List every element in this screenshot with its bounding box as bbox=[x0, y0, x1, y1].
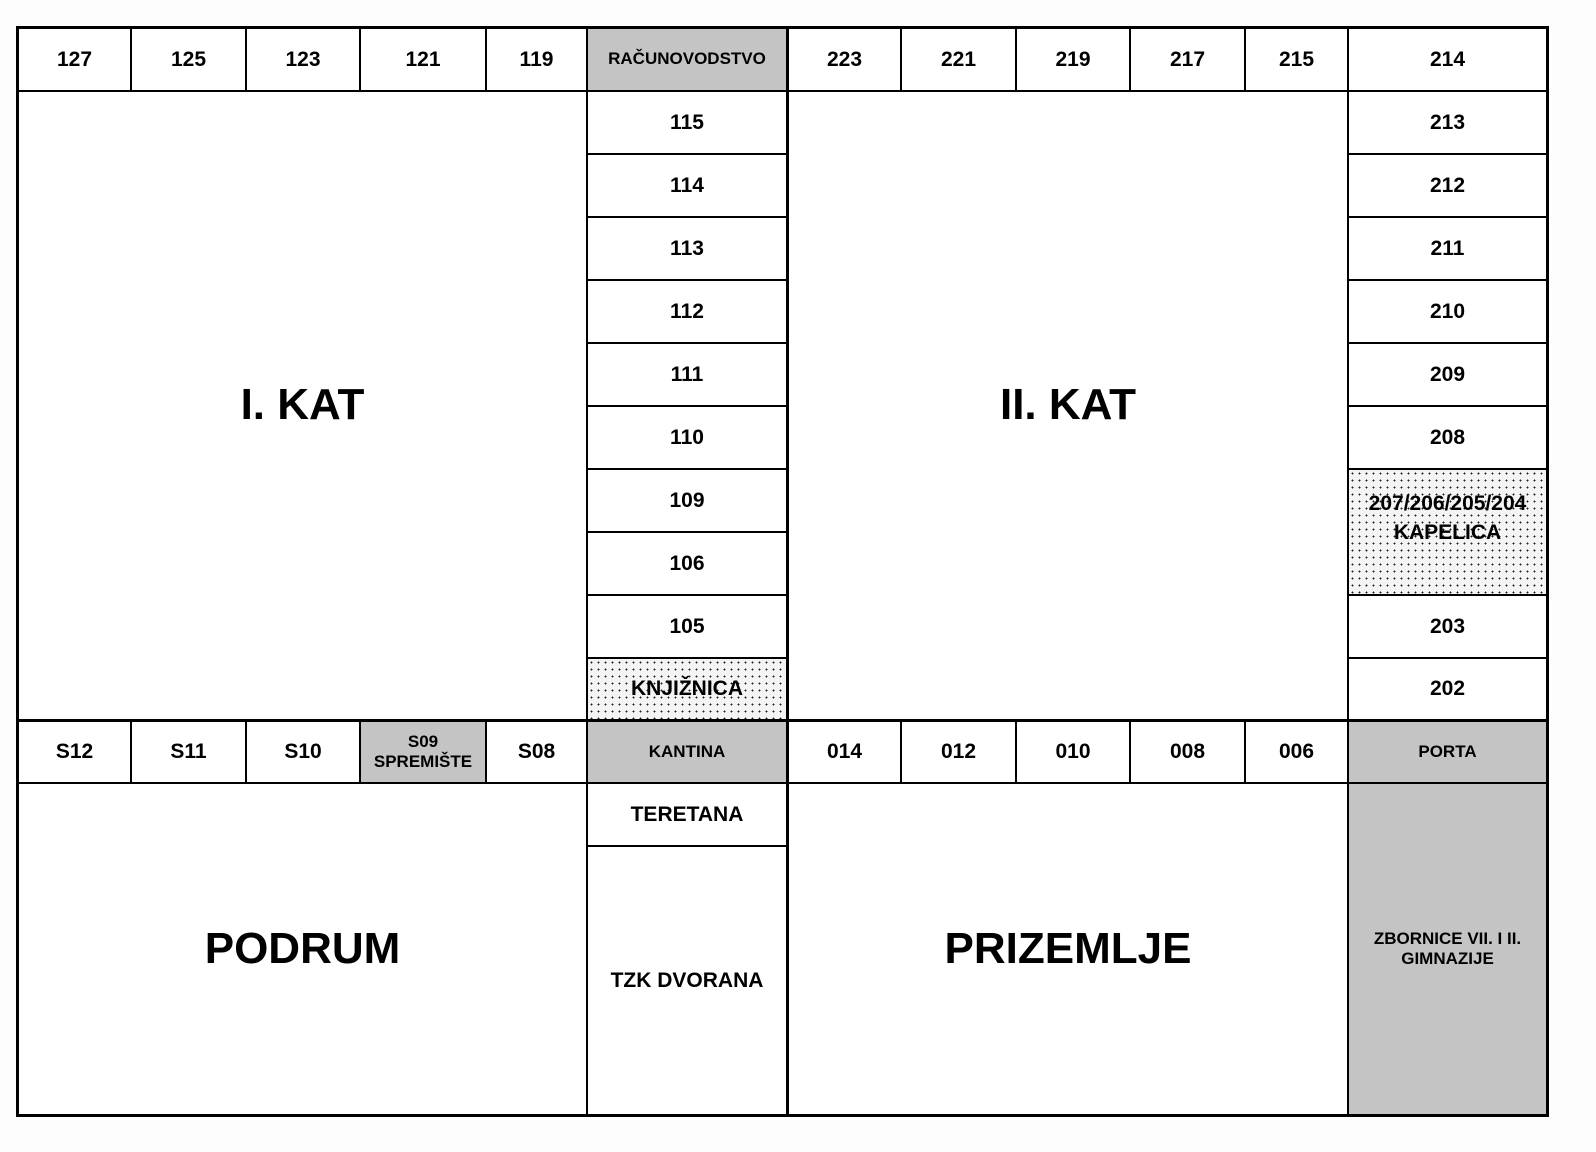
room-knjiznica: KNJIŽNICA bbox=[588, 659, 786, 719]
room-012: 012 bbox=[940, 740, 977, 764]
room-teretana: TERETANA bbox=[630, 802, 744, 826]
room-112: 112 bbox=[670, 299, 704, 323]
room-tzk-dvorana: TZK DVORANA bbox=[610, 968, 764, 992]
room-219: 219 bbox=[1055, 47, 1091, 71]
room-217: 217 bbox=[1169, 47, 1206, 71]
basement-label: PODRUM bbox=[204, 923, 401, 973]
room-208: 208 bbox=[1429, 425, 1466, 449]
room-s08: S08 bbox=[517, 740, 556, 764]
floor-2-label: II. KAT bbox=[999, 380, 1137, 430]
room-014: 014 bbox=[826, 740, 863, 764]
s09-number: S09 bbox=[407, 731, 439, 751]
floor-1-label: I. KAT bbox=[240, 380, 365, 430]
room-119: 119 bbox=[519, 47, 554, 71]
room-006: 006 bbox=[1278, 740, 1315, 764]
room-202: 202 bbox=[1429, 677, 1466, 701]
room-109: 109 bbox=[669, 488, 705, 512]
room-s11: S11 bbox=[170, 740, 207, 764]
room-racunovodstvo: RAČUNOVODSTVO bbox=[588, 29, 786, 90]
floor-plan bbox=[16, 26, 1549, 1117]
room-porta: PORTA bbox=[1349, 722, 1546, 782]
room-212: 212 bbox=[1429, 173, 1466, 197]
room-211: 211 bbox=[1430, 236, 1465, 260]
room-kantina: KANTINA bbox=[588, 722, 786, 782]
s09-name: SPREMIŠTE bbox=[373, 752, 473, 771]
room-221: 221 bbox=[940, 47, 977, 71]
room-127: 127 bbox=[56, 47, 93, 71]
room-114: 114 bbox=[670, 173, 704, 197]
room-010: 010 bbox=[1055, 740, 1091, 764]
room-113: 113 bbox=[670, 236, 704, 260]
room-125: 125 bbox=[170, 47, 207, 71]
room-110: 110 bbox=[670, 425, 704, 449]
room-123: 123 bbox=[285, 47, 321, 71]
room-008: 008 bbox=[1169, 740, 1206, 764]
kapelica-name: KAPELICA bbox=[1393, 520, 1502, 544]
ground-floor-label: PRIZEMLJE bbox=[944, 923, 1192, 973]
room-213: 213 bbox=[1429, 110, 1466, 134]
room-106: 106 bbox=[669, 551, 705, 575]
room-209: 209 bbox=[1429, 362, 1466, 386]
room-223: 223 bbox=[826, 47, 863, 71]
room-kapelica bbox=[1349, 470, 1546, 594]
room-s12: S12 bbox=[55, 740, 94, 764]
room-210: 210 bbox=[1429, 299, 1466, 323]
room-214: 214 bbox=[1429, 47, 1466, 71]
room-215: 215 bbox=[1278, 47, 1315, 71]
room-s09-spremiste bbox=[361, 722, 485, 782]
room-203: 203 bbox=[1429, 614, 1466, 638]
room-121: 121 bbox=[405, 47, 441, 71]
room-111: 111 bbox=[670, 362, 704, 386]
room-115: 115 bbox=[670, 110, 704, 134]
kapelica-numbers: 207/206/205/204 bbox=[1368, 492, 1527, 516]
room-105: 105 bbox=[669, 614, 705, 638]
room-s10: S10 bbox=[284, 740, 322, 764]
room-zbornice: ZBORNICE VII. I II. GIMNAZIJE bbox=[1349, 784, 1546, 1114]
